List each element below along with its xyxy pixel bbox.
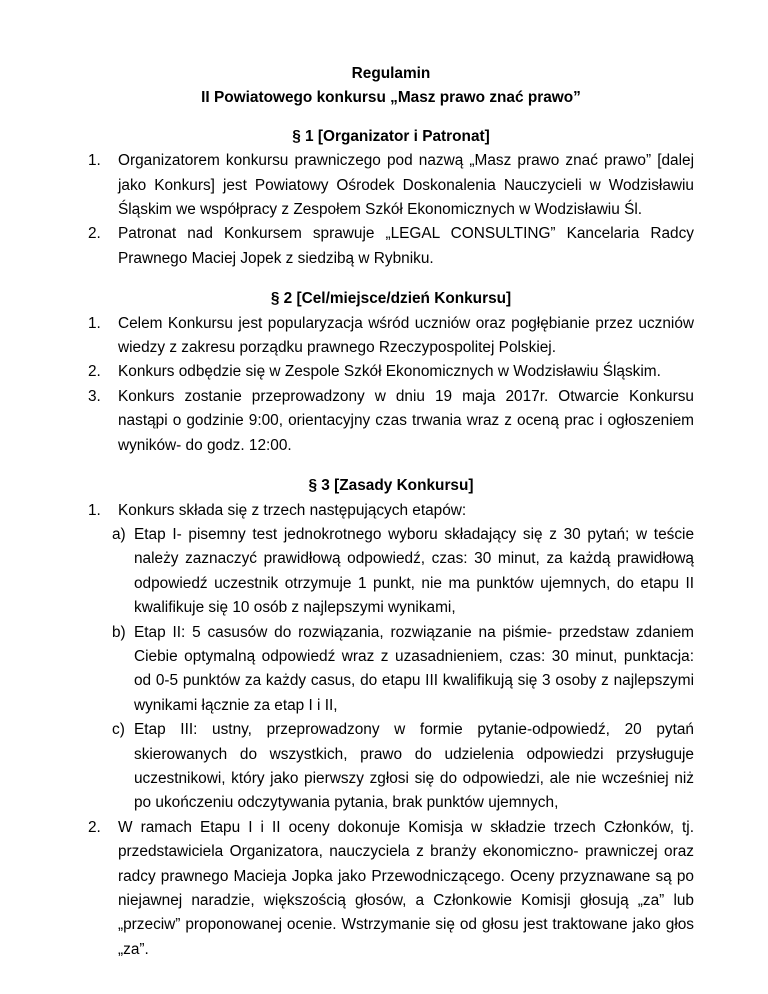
list-item xyxy=(88,385,694,458)
section-3-sublist xyxy=(88,523,694,816)
sub-list-item-letter: a) xyxy=(112,525,126,543)
sub-list-item-letter: b) xyxy=(112,623,126,641)
section-spacer xyxy=(88,271,694,287)
list-item xyxy=(88,816,694,962)
sub-list-item xyxy=(88,523,694,621)
document-title: Regulamin xyxy=(351,65,431,82)
document-page xyxy=(88,62,694,962)
section-2-heading: § 2 [Cel/miejsce/dzień Konkursu] xyxy=(270,290,512,308)
list-item-text: Celem Konkursu jest popularyzacja wśród uczniów oraz pogłębianie przez uczniów wiedzy z zakresu porządku prawnego Rzeczypospolitej Polskiej. xyxy=(118,314,694,357)
list-item-text: Organizatorem konkursu prawniczego pod nazwą „Masz prawo znać prawo” [dalej jako Konkurs] jest Powiatowy Ośrodek Doskonalenia Nauczycieli w Wodzisławiu Śląskim we współpracy z Zespołem Szkół Ekonomicznych w Wodzisławiu Śl. xyxy=(118,152,694,219)
list-item-text: Konkurs odbędzie się w Zespole Szkół Ekonomicznych w Wodzisławiu Śląskim. xyxy=(118,363,661,381)
section-3-heading: § 3 [Zasady Konkursu] xyxy=(308,477,474,495)
section-1-list xyxy=(88,149,694,271)
list-item xyxy=(88,499,694,523)
section-spacer xyxy=(88,458,694,474)
list-item-number: 2. xyxy=(88,363,101,381)
sub-list-item-text: Etap III: ustny, przeprowadzony w formie pytanie-odpowiedź, 20 pytań skierowanych do wszystkich, prawo do udzielenia odpowiedzi przysługuje uczestnikowi, który jako pierwszy zgłosi się do odpowiedzi, ale nie wcześniej niż po ukończeniu odczytywania pytania, brak punktów ujemnych, xyxy=(134,721,694,812)
list-item-text: Konkurs składa się z trzech następujących etapów: xyxy=(118,501,467,519)
list-item-number: 1. xyxy=(88,152,101,170)
list-item-number: 2. xyxy=(88,225,101,243)
section-2-list xyxy=(88,312,694,458)
document-subtitle: II Powiatowego konkursu „Masz prawo znać prawo” xyxy=(201,89,581,107)
list-item-number: 3. xyxy=(88,387,101,405)
list-item-text: Patronat nad Konkursem sprawuje „LEGAL CONSULTING” Kancelaria Radcy Prawnego Maciej Jopek z siedzibą w Rybniku. xyxy=(118,225,694,267)
sub-list-item-letter: c) xyxy=(112,721,125,739)
section-1-heading: § 1 [Organizator i Patronat] xyxy=(292,127,490,145)
list-item-text: W ramach Etapu I i II oceny dokonuje Komisja w składzie trzech Członków, tj. przedstawiciela Organizatora, nauczyciela z branży ekonomiczno- prawniczej oraz radcy prawnego Macieja Jopka jako Przewodniczącego. Oceny przyznawane są po niejawnej naradzie, większością głosów, a Członkowie Komisji głosują „za” lub „przeciw” proponowanej ocenie. Wstrzymanie się od głosu jest traktowane jako głos „za”. xyxy=(118,818,694,958)
sub-list-item-text: Etap I- pisemny test jednokrotnego wyboru składający się z 30 pytań; w teście należy zaznaczyć prawidłową odpowiedź, czas: 30 minut, za każdą prawidłową odpowiedź uczestnik otrzymuje 1 punkt, nie ma punktów ujemnych, do etapu II kwalifikuje się 10 osób z najlepszymi wynikami, xyxy=(134,525,694,617)
sub-list-item-text: Etap II: 5 casusów do rozwiązania, rozwiązanie na piśmie- przedstaw zdaniem Ciebie optymalną odpowiedź wraz z uzasadnieniem, czas: 30 minut, punktacja: od 0-5 punktów za każdy casus, do etapu III kwalifikują się 3 osoby z najlepszymi wynikami łącznie za etap I i II, xyxy=(134,623,694,714)
list-item xyxy=(88,149,694,222)
sub-list-item xyxy=(88,718,694,816)
list-item xyxy=(88,222,694,271)
list-item-text: Konkurs zostanie przeprowadzony w dniu 19 maja 2017r. Otwarcie Konkursu nastąpi o godzinie 9:00, orientacyjny czas trwania wraz z oceną prac i ogłoszeniem wyników- do godz. 12:00. xyxy=(118,387,694,454)
list-item xyxy=(88,360,694,384)
list-item xyxy=(88,312,694,361)
list-item-number: 1. xyxy=(88,314,101,332)
section-3-list-continued xyxy=(88,816,694,962)
section-3-list xyxy=(88,499,694,523)
sub-list-item xyxy=(88,621,694,719)
list-item-number: 1. xyxy=(88,501,101,519)
list-item-number: 2. xyxy=(88,818,101,836)
